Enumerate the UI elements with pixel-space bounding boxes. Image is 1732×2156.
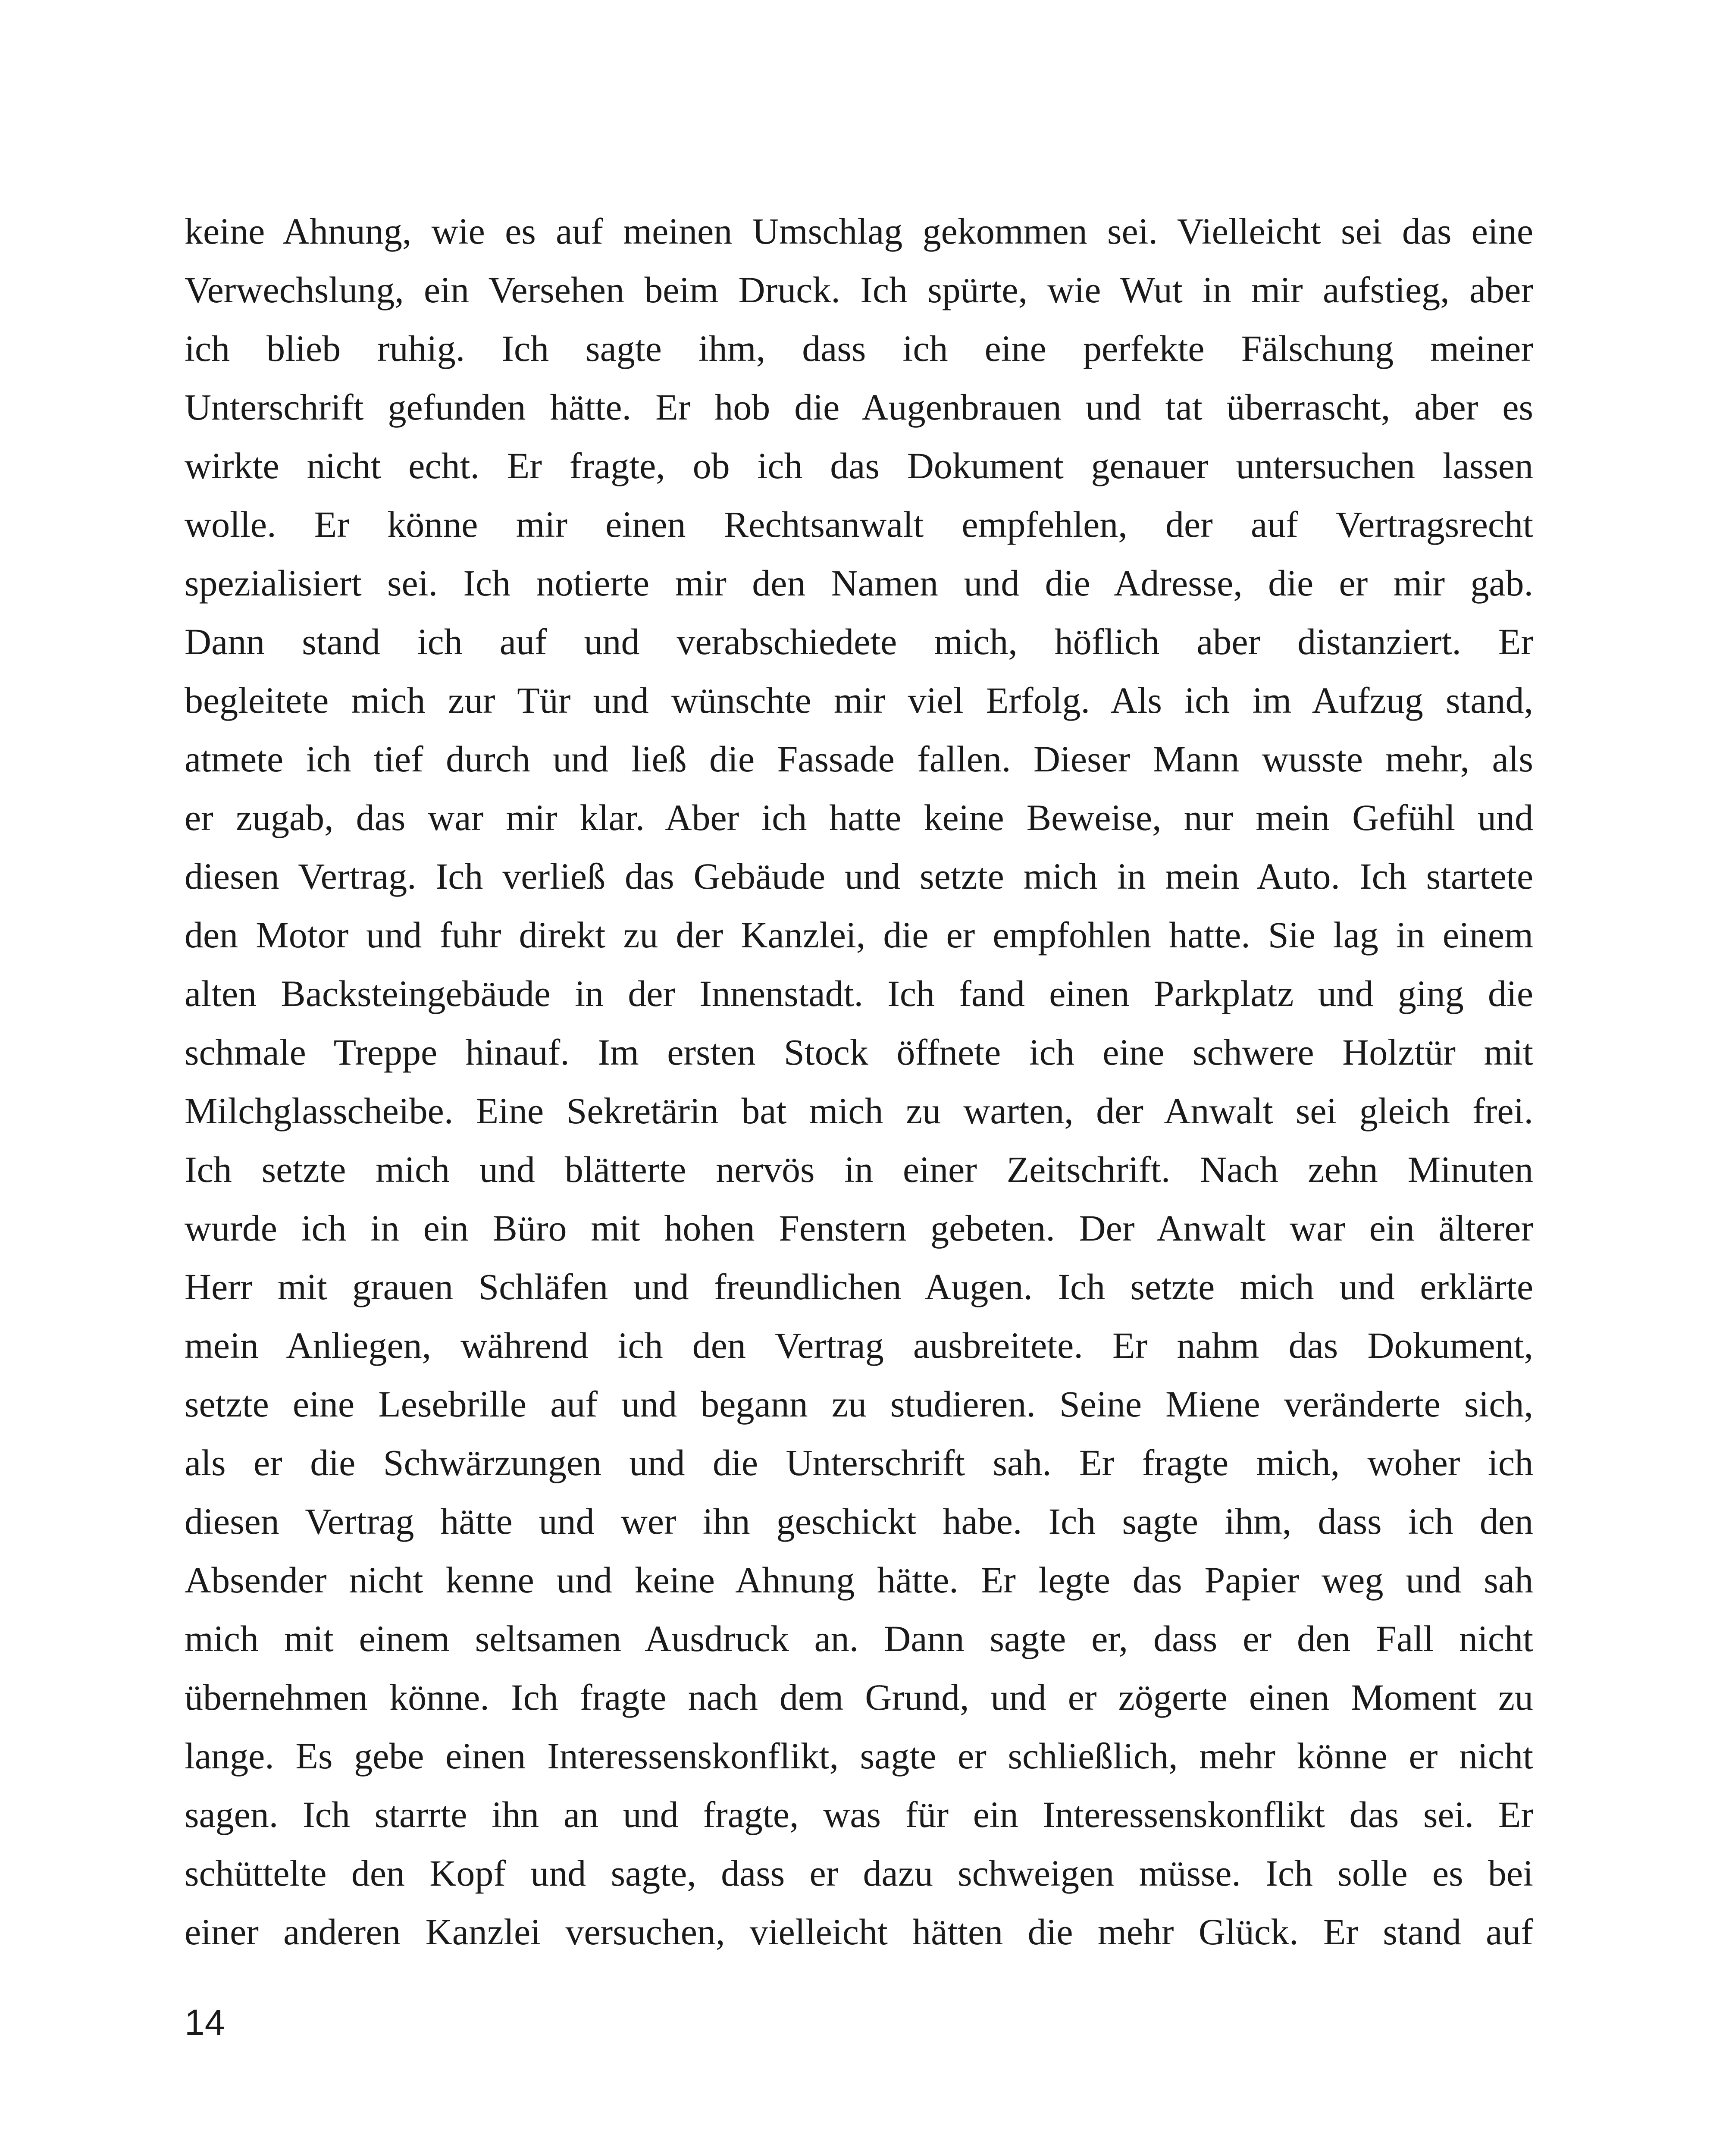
text-line: wirkte nicht echt. Er fragte, ob ich das Dokument genauer untersuchen lassen (185, 445, 1533, 486)
text-line: den Motor und fuhr direkt zu der Kanzlei, die er empfohlen hatte. Sie lag in einem (185, 914, 1533, 956)
text-line: begleitete mich zur Tür und wünschte mir viel Erfolg. Als ich im Aufzug stand, (185, 680, 1533, 721)
text-line: übernehmen könne. Ich fragte nach dem Grund, und er zögerte einen Moment zu (185, 1677, 1533, 1718)
text-line: Unterschrift gefunden hätte. Er hob die Augenbrauen und tat überrascht, aber es (185, 386, 1533, 428)
page-number: 14 (185, 2002, 225, 2043)
text-line: schmale Treppe hinauf. Im ersten Stock öffnete ich eine schwere Holztür mit (185, 1031, 1533, 1073)
text-line: mein Anliegen, während ich den Vertrag ausbreitete. Er nahm das Dokument, (185, 1325, 1533, 1366)
text-line: einer anderen Kanzlei versuchen, vielleicht hätten die mehr Glück. Er stand auf (185, 1911, 1533, 1952)
text-line: setzte eine Lesebrille auf und begann zu studieren. Seine Miene veränderte sich, (185, 1383, 1533, 1425)
text-line: diesen Vertrag. Ich verließ das Gebäude und setzte mich in mein Auto. Ich startete (185, 856, 1533, 897)
text-line: ich blieb ruhig. Ich sagte ihm, dass ich eine perfekte Fälschung meiner (185, 328, 1533, 369)
text-line: als er die Schwärzungen und die Unterschrift sah. Er fragte mich, woher ich (185, 1442, 1533, 1483)
text-line: lange. Es gebe einen Interessenskonflikt, sagte er schließlich, mehr könne er nicht (185, 1735, 1533, 1777)
text-line: wolle. Er könne mir einen Rechtsanwalt empfehlen, der auf Vertragsrecht (185, 504, 1533, 545)
text-line: wurde ich in ein Büro mit hohen Fenstern gebeten. Der Anwalt war ein älterer (185, 1207, 1533, 1249)
text-line: diesen Vertrag hätte und wer ihn geschickt habe. Ich sagte ihm, dass ich den (185, 1501, 1533, 1542)
text-line: Ich setzte mich und blätterte nervös in einer Zeitschrift. Nach zehn Minuten (185, 1149, 1533, 1190)
text-line: Milchglasscheibe. Eine Sekretärin bat mich zu warten, der Anwalt sei gleich frei. (185, 1090, 1533, 1131)
text-line: Herr mit grauen Schläfen und freundlichen Augen. Ich setzte mich und erklärte (185, 1266, 1533, 1307)
body-text (185, 202, 1533, 1961)
text-line: spezialisiert sei. Ich notierte mir den Namen und die Adresse, die er mir gab. (185, 562, 1533, 604)
text-line: mich mit einem seltsamen Ausdruck an. Dann sagte er, dass er den Fall nicht (185, 1618, 1533, 1659)
text-line: alten Backsteingebäude in der Innenstadt. Ich fand einen Parkplatz und ging die (185, 973, 1533, 1014)
text-line: Verwechslung, ein Versehen beim Druck. Ich spürte, wie Wut in mir aufstieg, aber (185, 269, 1533, 310)
text-line: atmete ich tief durch und ließ die Fassade fallen. Dieser Mann wusste mehr, als (185, 738, 1533, 780)
text-line: schüttelte den Kopf und sagte, dass er dazu schweigen müsse. Ich solle es bei (185, 1852, 1533, 1894)
text-line: Absender nicht kenne und keine Ahnung hätte. Er legte das Papier weg und sah (185, 1559, 1533, 1601)
text-line: Dann stand ich auf und verabschiedete mich, höflich aber distanziert. Er (185, 621, 1533, 662)
text-line: er zugab, das war mir klar. Aber ich hatte keine Beweise, nur mein Gefühl und (185, 797, 1533, 838)
text-line: sagen. Ich starrte ihn an und fragte, was für ein Interessenskonflikt das sei. Er (185, 1794, 1533, 1835)
text-line: keine Ahnung, wie es auf meinen Umschlag gekommen sei. Vielleicht sei das eine (185, 210, 1533, 252)
